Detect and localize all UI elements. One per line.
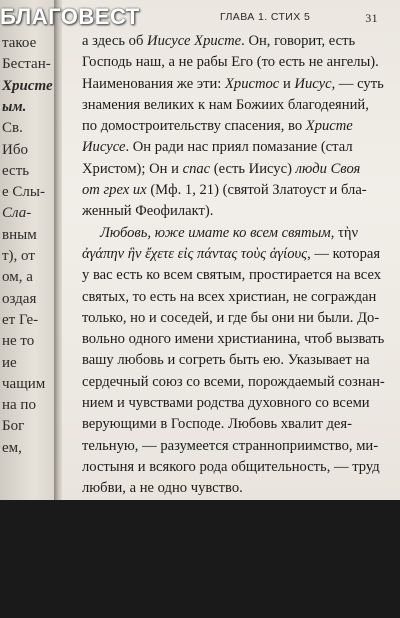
text-run: и — [279, 75, 295, 92]
text-run: Наименования же эти: — [82, 75, 225, 92]
text-run: лостыня и всякого рода общительность, — труд — [82, 458, 380, 475]
text-line — [82, 137, 382, 158]
text-line — [82, 287, 382, 308]
text-line — [82, 74, 382, 95]
text-run: по домостроительству спасения, во — [82, 118, 306, 135]
text-line — [82, 265, 382, 286]
text-line — [82, 116, 382, 137]
left-page-line: ом, а — [2, 269, 33, 286]
text-run: Иисусе Христе — [147, 33, 242, 49]
left-page — [0, 0, 56, 500]
left-page-line: Бестан- — [2, 56, 51, 73]
left-page-line: т), от — [2, 248, 35, 264]
text-run: женный Феофилакт). — [82, 203, 214, 220]
text-run: Господь наш, а не рабы Его (то есть не ангелы). — [82, 54, 379, 71]
text-run: Христе — [305, 118, 353, 135]
text-line — [82, 478, 382, 499]
text-run: будущие блага (святой Златоуст), отложенные, — [82, 598, 371, 615]
text-line — [82, 597, 382, 618]
left-page-line: чащим — [2, 375, 46, 392]
text-run: Христос — [224, 75, 280, 92]
left-page-line: Ибо — [2, 141, 28, 158]
text-run: Иисусе — [82, 139, 126, 156]
left-page-line: оздая — [2, 290, 37, 307]
left-page-line: Сла- — [2, 205, 32, 222]
text-run: (есть Иисус) — [210, 160, 296, 177]
text-line — [82, 308, 382, 329]
text-run: благовествования. — [82, 550, 202, 567]
left-page-line: е Слы- — [2, 184, 45, 201]
text-run: , — суть — [331, 75, 384, 92]
text-run: тельную, — разумеется странноприимство, ми- — [82, 437, 379, 454]
text-line — [82, 457, 382, 478]
page-number: 31 — [365, 11, 378, 25]
text-line — [82, 506, 382, 527]
text-run: бесех, еже прежде слышасте в словеси истины — [82, 528, 392, 545]
text-run: . Он ради нас приял помазание (стал — [125, 139, 353, 156]
text-run: верующими в Господе. Любовь хвалит дея- — [82, 416, 352, 433]
text-run: вольно одного имени христианина, чтоб вызвать — [82, 331, 385, 348]
text-line — [82, 223, 382, 244]
text-run: , — которая — [307, 245, 381, 262]
text-run: а здесь об — [82, 33, 148, 49]
left-page-line: на по — [2, 397, 36, 414]
text-run: от грех их — [82, 182, 147, 199]
text-run: нием и чувствами родства духовного со всеми — [82, 395, 370, 412]
text-line — [82, 31, 382, 52]
text-run: святых, то есть на всех христиан, не сограждан — [82, 288, 377, 305]
text-run: у вас есть ко всем святым, простирается на всех — [82, 267, 382, 284]
page-body-text — [82, 31, 392, 618]
text-line — [82, 372, 385, 393]
watermark-logo: БЛАГОВЕСТ — [0, 4, 140, 29]
text-line — [82, 436, 382, 457]
left-page-line: есть — [2, 162, 30, 179]
text-run: ἀγάπην ἣν ἔχετε εἰς πάντας τοὺς ἁγίους — [82, 245, 308, 262]
text-run: Стих 5. — [100, 507, 150, 524]
text-line — [82, 414, 382, 435]
text-line — [82, 244, 382, 265]
left-page-line: ет Ге- — [2, 311, 39, 328]
left-page-line: вным — [2, 226, 37, 243]
text-run: люди Своя — [295, 160, 361, 177]
text-line — [82, 180, 382, 201]
text-line — [82, 393, 382, 414]
left-page-line: Бог — [2, 418, 25, 435]
text-run: сердечный союз со всеми, порождаемый сознан- — [82, 373, 385, 390]
text-run: разумеется уповаемое, именно — [193, 577, 388, 594]
text-run: За упование отложенное вам на не- — [149, 507, 383, 524]
text-run: . Он, говорит, есть — [241, 33, 356, 49]
left-page-line: не то — [2, 333, 35, 350]
text-run: Любовь, юже имате ко всем святым — [100, 224, 331, 241]
text-line — [82, 329, 385, 350]
text-run: спас — [182, 160, 211, 177]
text-run: , τὴν — [330, 224, 359, 241]
text-line — [82, 159, 382, 180]
text-run: Христом); Он и — [82, 160, 183, 177]
text-run: вашу любовь и согреть быть ею. Указывает на — [82, 352, 370, 369]
chapter-heading: ГЛАВА 1. СТИХ 5 — [220, 11, 311, 23]
text-line — [82, 575, 388, 596]
left-page-line: ем, — [2, 439, 22, 456]
text-run: упованием — [128, 577, 194, 594]
text-line — [82, 548, 382, 569]
left-page-line: Св. — [2, 120, 23, 137]
text-run: любви, а не одно чувство. — [82, 480, 243, 497]
text-run: Иисус — [294, 75, 332, 92]
text-run: знамения великих к нам Божиих благодеяний, — [82, 96, 369, 113]
text-line — [82, 527, 392, 548]
left-page-line: такое — [2, 35, 37, 51]
text-run: (Мф. 1, 21) (святой Златоуст и бла- — [146, 182, 367, 199]
left-page-line: Христе — [2, 77, 53, 94]
text-line — [82, 52, 382, 73]
text-line — [82, 95, 382, 116]
text-run: Под — [100, 577, 129, 594]
text-line — [82, 350, 382, 371]
left-page-line: ым. — [2, 98, 27, 115]
text-run: только, но и соседей, и где бы они ни были. До- — [82, 309, 380, 326]
text-line — [82, 201, 382, 222]
left-page-line: ие — [2, 354, 17, 371]
